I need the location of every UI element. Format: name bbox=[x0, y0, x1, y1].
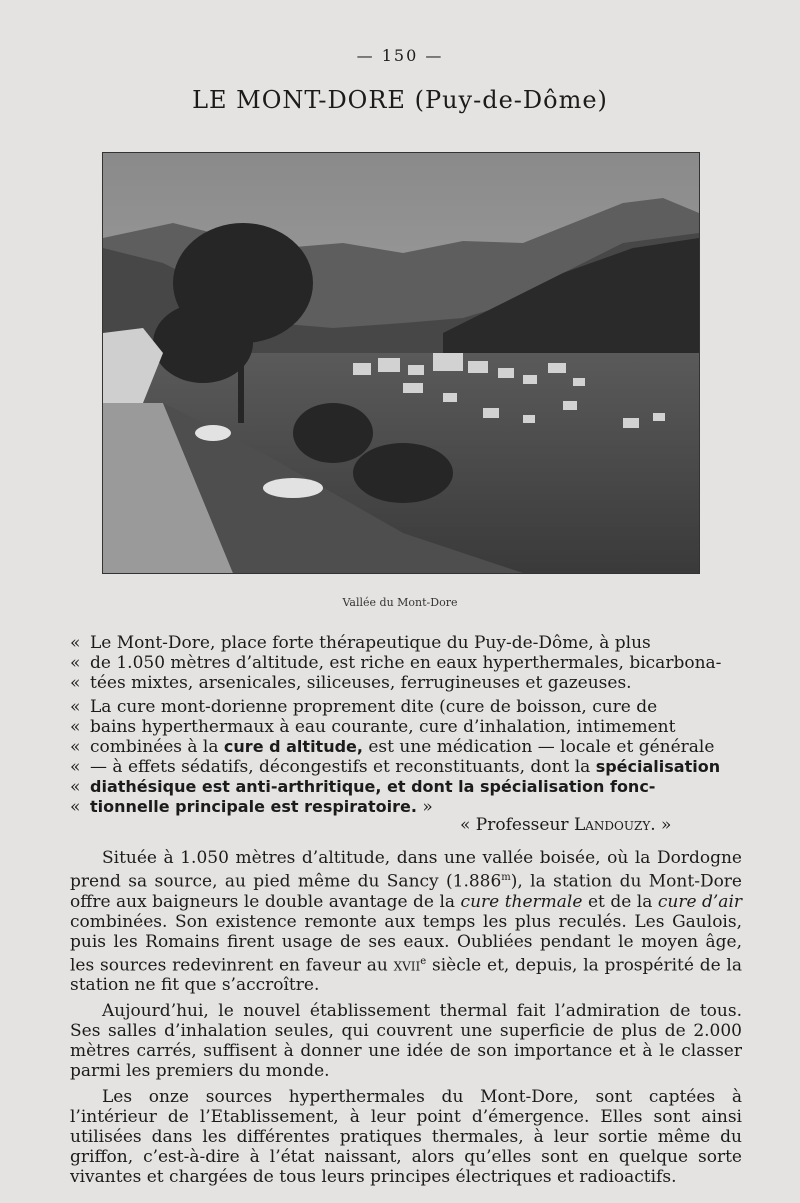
body-paragraph-2: Aujourd’hui, le nouvel établissement thermal fait l’admiration de tous. Ses salles d’inhalation seules, qui couvrent une superficie de plus de 2.000 mètres carrés, suffisent à donner une idée de son importance et à le classer parmi les premiers du monde. bbox=[70, 1001, 742, 1082]
attribution-name: Landouzy bbox=[573, 815, 651, 835]
body-text-span: ), la station du Mont-Dore offre aux baigneurs le double avantage de la bbox=[70, 871, 742, 912]
century-numeral: xvii bbox=[393, 955, 421, 976]
quote-line bbox=[70, 797, 742, 817]
quote-line bbox=[70, 757, 742, 777]
guillemet: « bbox=[70, 797, 81, 817]
body-text-span: et de la bbox=[582, 891, 658, 912]
quote-bold-text: spécialisation bbox=[595, 757, 721, 776]
guillemet: « bbox=[70, 717, 81, 737]
quote-text: de 1.050 mètres d’altitude, est riche en eaux hyperthermales, bicarbona- bbox=[90, 653, 722, 673]
guillemet: « bbox=[70, 697, 81, 717]
guillemet: « bbox=[70, 673, 81, 693]
quote-text: La cure mont-dorienne proprement dite (cure de boisson, cure de bbox=[90, 697, 658, 717]
quote-line bbox=[70, 653, 742, 673]
emphasis: cure d’air bbox=[657, 891, 743, 912]
quote-attribution bbox=[460, 815, 742, 835]
guillemet: « bbox=[70, 653, 81, 673]
guillemet: « bbox=[70, 757, 81, 777]
quote-line bbox=[70, 717, 742, 737]
attribution-prefix: « Professeur bbox=[460, 815, 574, 835]
body-text-span: combinées. Son existence remonte aux temps les plus reculés. Les Gaulois, puis les Romains firent usage de ses eaux. Oubliées pendant le moyen âge, les sources redevinrent en faveur au bbox=[70, 911, 742, 976]
page-title: LE MONT-DORE (Puy-de-Dôme) bbox=[192, 86, 608, 114]
emphasis: cure thermale bbox=[460, 891, 583, 912]
quote-line bbox=[70, 697, 742, 717]
quote-bold-text: diathésique est anti-arthritique, et dont la spécialisation fonc- bbox=[90, 777, 656, 796]
quote-text: combinées à la bbox=[90, 737, 224, 757]
valley-photograph bbox=[102, 152, 700, 574]
quote-text: Le Mont-Dore, place forte thérapeutique du Puy-de-Dôme, à plus bbox=[90, 633, 651, 653]
guillemet: « bbox=[70, 633, 81, 653]
valley-landscape-image bbox=[103, 153, 699, 573]
superscript: m bbox=[501, 872, 511, 883]
quote-bold-text: cure d altitude, bbox=[223, 737, 363, 756]
quote-text: — à effets sédatifs, décongestifs et reconstituants, dont la bbox=[90, 757, 596, 777]
quote-text: bains hyperthermaux à eau courante, cure d’inhalation, intimement bbox=[90, 717, 676, 737]
body-paragraph-1 bbox=[70, 848, 742, 995]
photo-caption: Vallée du Mont-Dore bbox=[342, 596, 458, 609]
body-paragraph-3: Les onze sources hyperthermales du Mont-Dore, sont captées à l’intérieur de l’Etablissement, à leur point d’émergence. Elles sont ainsi utilisées dans les différentes pratiques thermales, à leur sortie même du griffon, c’est-à-dire à l’état naissant, alors qu’elles sont en quelque sorte vivantes et chargées de tous leurs principes électriques et radioactifs. bbox=[70, 1087, 742, 1188]
quote-line bbox=[70, 777, 742, 797]
quote-line bbox=[70, 673, 742, 693]
quote-line bbox=[70, 633, 742, 653]
quote-block bbox=[70, 633, 742, 817]
attribution-suffix: . » bbox=[650, 815, 672, 835]
quote-text: tées mixtes, arsenicales, siliceuses, ferrugineuses et gazeuses. bbox=[90, 673, 632, 693]
body-text bbox=[70, 848, 742, 1187]
quote-text: » bbox=[416, 797, 433, 817]
quote-bold-text: tionnelle principale est respiratoire. bbox=[90, 797, 417, 816]
quote-line bbox=[70, 737, 742, 757]
page-number: — 150 — bbox=[356, 46, 444, 65]
guillemet: « bbox=[70, 777, 81, 797]
guillemet: « bbox=[70, 737, 81, 757]
quote-text: est une médication — locale et générale bbox=[362, 737, 715, 757]
body-text-span: siècle et, depuis, la prospérité de la station ne fit que s’accroître. bbox=[70, 955, 742, 996]
body-text-span: Située à 1.050 mètres d’altitude, dans une vallée boisée, où la Dordogne prend sa source, au pied même du Sancy (1.886 bbox=[70, 848, 742, 892]
superscript: e bbox=[420, 955, 427, 967]
